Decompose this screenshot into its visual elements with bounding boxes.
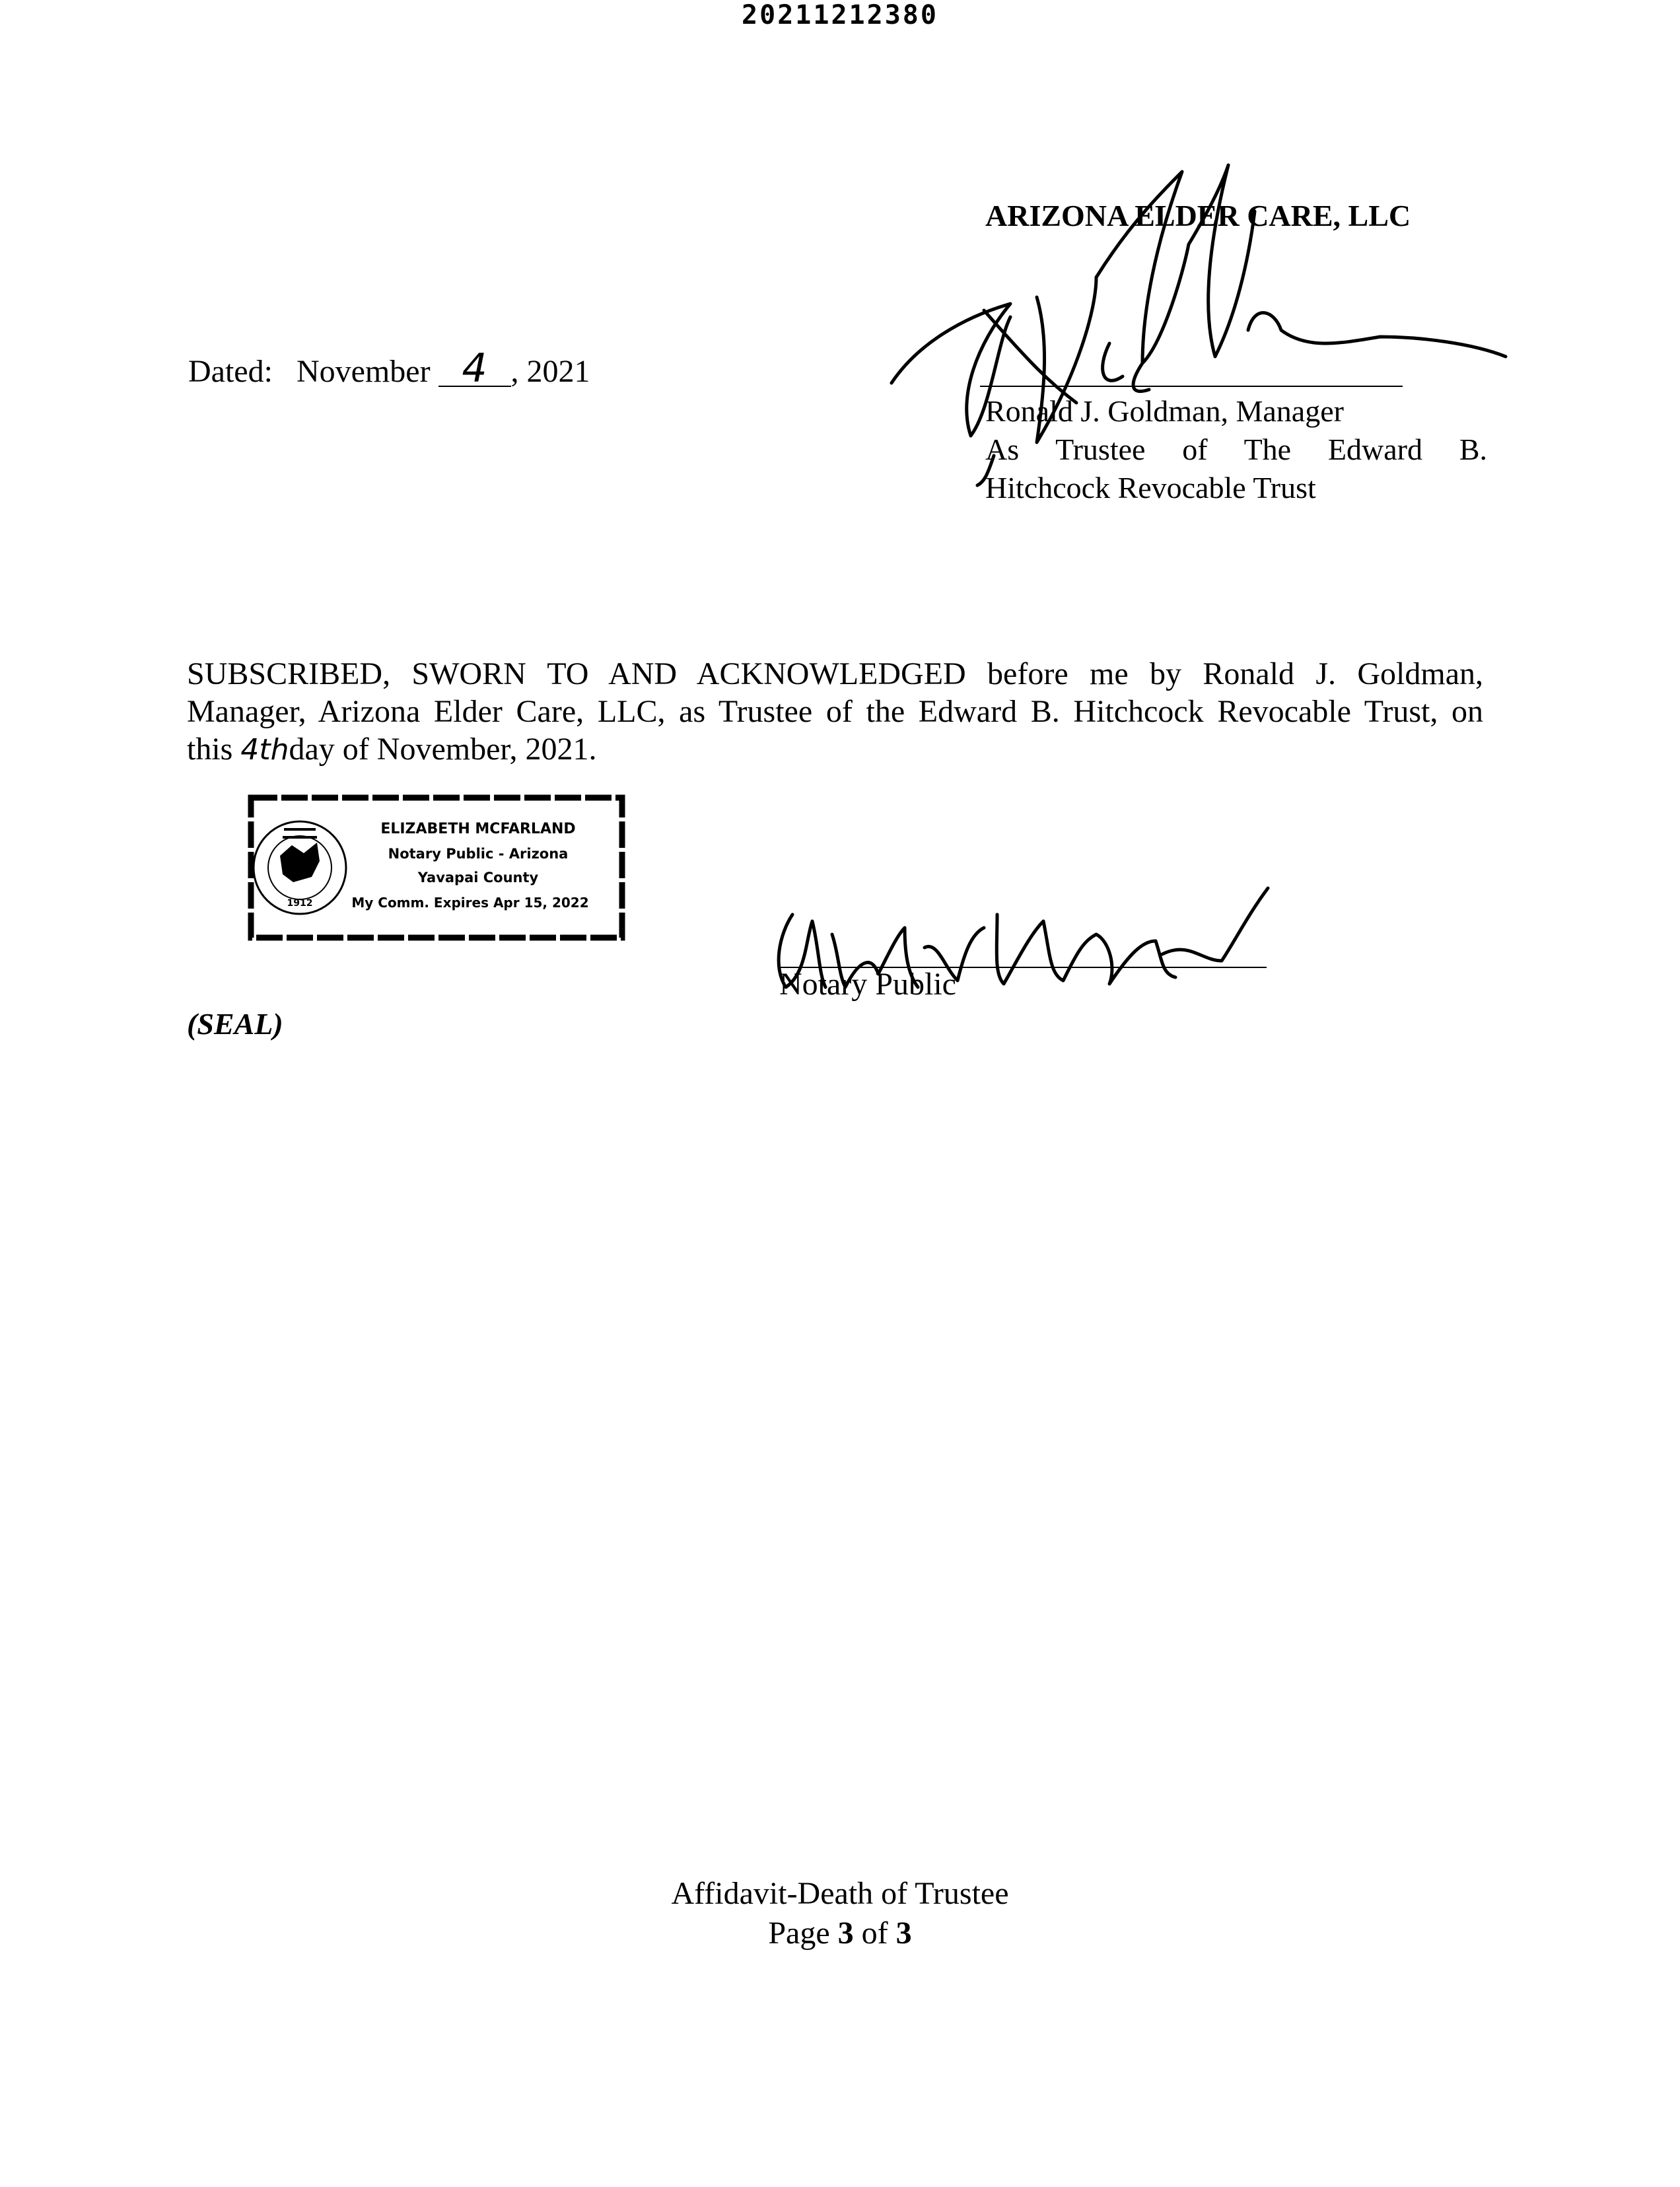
footer-page-of: of (861, 1916, 888, 1951)
signer-capacity: As Trustee of The Edward B. (985, 433, 1487, 466)
signer-name: Ronald J. Goldman, Manager (985, 394, 1344, 428)
dated-day: 4 (438, 351, 511, 387)
footer-page-num: 3 (837, 1916, 854, 1951)
notary-stamp (246, 790, 629, 946)
dated-line (188, 345, 590, 392)
footer-page-total: 3 (895, 1916, 912, 1951)
signer-block (985, 392, 1487, 507)
stamp-expires: My Comm. Expires Apr 15, 2022 (351, 895, 589, 911)
ack-day-handwritten: 4th (240, 733, 289, 767)
ack-line-2: Manager, Arizona Elder Care, LLC, as Trustee of the Edward B. Hitchcock Revocable Trust, on (187, 694, 1483, 729)
footer-title: Affidavit-Death of Trustee (671, 1876, 1009, 1911)
acknowledgment-paragraph (187, 655, 1483, 769)
state-seal-icon (254, 821, 346, 914)
dated-year: , 2021 (510, 354, 590, 389)
ack-line-1: SUBSCRIBED, SWORN TO AND ACKNOWLEDGED before me by Ronald J. Goldman, (187, 656, 1483, 691)
signer-trust: Hitchcock Revocable Trust (985, 471, 1316, 504)
footer-page (0, 1914, 1680, 1953)
svg-text:1912: 1912 (287, 898, 313, 909)
ack-this: this (187, 732, 233, 767)
dated-label: Dated: (188, 354, 273, 389)
stamp-county: Yavapai County (417, 870, 539, 885)
seal-label: (SEAL) (187, 1007, 283, 1041)
stamp-title: Notary Public - Arizona (388, 846, 569, 862)
ack-line-3 (187, 730, 1483, 769)
ack-suffix: day of November, 2021. (289, 732, 597, 767)
dated-month: November (296, 354, 431, 389)
page-footer (0, 1874, 1680, 1953)
company-name: ARIZONA ELDER CARE, LLC (985, 199, 1411, 232)
notary-label: Notary Public (779, 967, 956, 1002)
footer-page-prefix: Page (768, 1916, 830, 1951)
stamp-name: ELIZABETH MCFARLAND (380, 821, 576, 837)
document-id: 20211212380 (742, 0, 938, 30)
